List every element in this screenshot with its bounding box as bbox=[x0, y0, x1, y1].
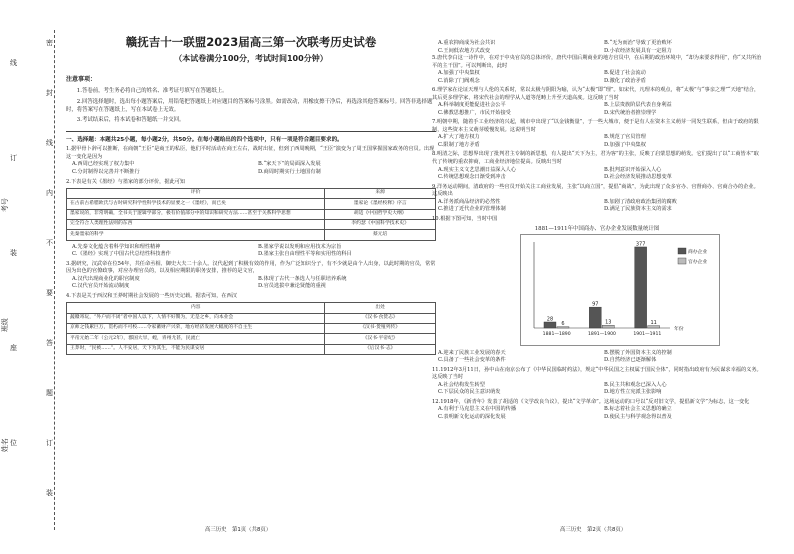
seal-outer-char: 线 bbox=[10, 59, 17, 67]
option-c[interactable]: C.表明新文化运动的深化发展 bbox=[438, 413, 506, 420]
data-label: 97 bbox=[592, 301, 599, 308]
option-b[interactable]: B.规范了官员管理 bbox=[604, 134, 646, 141]
seal-char: 内 bbox=[46, 189, 53, 197]
option-a[interactable]: A.重农抑商成为社会共识 bbox=[438, 40, 496, 46]
question-stem: 7.明朝中期，随着手工业经济的兴起，城市中出现了“以金钱衡量”，于一些大城市，便于是有人在资本主义萌芽一同发生联系，但由于政府的限制，这些资本主义萌芽缓慢发展。这说明当时 bbox=[432, 119, 759, 133]
option-d[interactable]: D.满足了民族资本主义的需求 bbox=[604, 206, 672, 213]
option-d[interactable]: D.小农经济发展具有一定阻力 bbox=[604, 47, 672, 54]
option-b[interactable]: B.“家天下”的局面深入发展 bbox=[258, 161, 321, 168]
question-stem: 2.下表是有关《墨经》与墨家的部分评价，据此可知 bbox=[66, 178, 186, 185]
option-a[interactable]: A.科举制度更能促进社会公平 bbox=[438, 102, 506, 109]
table-cell: 《汉书·食货志》 bbox=[325, 313, 436, 323]
seal-char: 不 bbox=[46, 239, 53, 247]
question-6 bbox=[432, 87, 762, 117]
option-c[interactable]: C.佛教思想推广，市民开始接受 bbox=[438, 109, 511, 116]
data-label: 11 bbox=[650, 320, 657, 327]
question-stem: 10.根据下图可知，当时中国 bbox=[432, 215, 498, 222]
table-row bbox=[67, 220, 436, 230]
table-cell: 《汉书·平帝纪》 bbox=[325, 334, 436, 344]
table-row bbox=[67, 209, 436, 219]
question-stem: 3.据研究，汉武帝在位54年，共任命丞相、御史大夫二十余人。汉代起到了积极有效的作用，作为广泛知识分子，有不少就是由个人出身，以此时期的官员，常常因为出色的官僚政事，对应办理官员的，以及相应期限的职务安排，推荐的是文官， bbox=[66, 260, 436, 275]
option-a[interactable]: A.加强了中央集权 bbox=[438, 70, 480, 77]
table-header: 评价 bbox=[67, 189, 325, 199]
table-cell: 胡适《中国哲学史大纲》 bbox=[325, 209, 436, 219]
option-a[interactable]: A.汉代出现商业化的职官制度 bbox=[72, 275, 140, 282]
table-row bbox=[67, 230, 436, 240]
data-label: 6 bbox=[561, 321, 565, 328]
question-stem: 5.唐代李白这一诗作中，在对于中央官员的总体评价，唐代中国后期商业的地方官员中，在后期的政治环境中，“却为来要求得用”，你“又共所治平的主干国”。可以判断出，此时 bbox=[432, 55, 762, 69]
option-a[interactable]: A.扩大了地方权力 bbox=[438, 134, 480, 141]
option-a[interactable]: A.迎来了民族工业发展的春天 bbox=[438, 349, 506, 356]
option-c[interactable]: C.分封制得以完善并不断推行 bbox=[72, 168, 140, 175]
left-column bbox=[66, 10, 436, 358]
note-item: 3.考试结束后，将本试卷和答题纸一并交回。 bbox=[76, 117, 185, 124]
seal-char: 题 bbox=[46, 389, 53, 397]
table-cell: 墨家论《墨经校释》序言 bbox=[325, 199, 436, 209]
table-row bbox=[67, 199, 436, 209]
table-cell: 先秦墨家的科学 bbox=[67, 230, 325, 240]
option-d[interactable]: D.宋代统治者推崇理学 bbox=[604, 109, 657, 116]
question-stem: 8.明清之际，思想界出现了批判君主专制的新思想，有人提出“天下为主，君为客”的主张，反映了启蒙思想的萌发。它们提出了以“工商皆本”取代了传统的重农抑商，工商业经济地位提高。反映出当时 bbox=[432, 151, 759, 165]
option-d[interactable]: D.官员选拔中兼论贤能的重视 bbox=[258, 283, 326, 290]
table-header: 内容 bbox=[67, 303, 325, 313]
binding-margin bbox=[0, 0, 62, 554]
option-c[interactable]: C.具备了一些社会变革的条件 bbox=[438, 357, 506, 364]
seal-char: 线 bbox=[46, 139, 53, 147]
option-d[interactable]: D.社会经济发展推动思想变革 bbox=[604, 174, 672, 181]
question-10 bbox=[432, 216, 762, 365]
bar-private bbox=[544, 322, 556, 328]
note-item: 1.答卷前，考生务必将自己的姓名、准考证号填写在答题纸上。 bbox=[76, 87, 228, 94]
name-label: 姓名 bbox=[0, 438, 9, 453]
question-7 bbox=[432, 119, 762, 149]
option-d[interactable]: D.墨家主张自由理性平等和实用性的科目 bbox=[258, 251, 352, 258]
x-axis-label: 年份 bbox=[674, 327, 684, 333]
question-2 bbox=[66, 179, 436, 259]
question-9 bbox=[432, 184, 762, 214]
legend-label: 商办企业 bbox=[688, 250, 708, 256]
seal-outer-char: 订 bbox=[10, 154, 17, 162]
legend-swatch bbox=[678, 258, 686, 264]
table-cell: 王莽时，“民被……”。人不安居，天下为其生，不能为民谋安居 bbox=[67, 344, 325, 354]
data-label: 28 bbox=[546, 316, 554, 323]
table-header: 出处 bbox=[325, 303, 436, 313]
cut-line bbox=[54, 30, 55, 530]
question-3 bbox=[66, 261, 436, 291]
bar-private bbox=[589, 307, 601, 328]
seal-outer-char: 位 bbox=[10, 439, 17, 447]
option-d[interactable]: D.自然经济已逐渐解体 bbox=[604, 357, 657, 364]
seal-outer-char: 装 bbox=[10, 249, 17, 257]
option-d[interactable]: D.商周时期实行土地国有制 bbox=[258, 168, 321, 175]
exam-number-label: 考号 bbox=[0, 198, 9, 213]
option-a[interactable]: A.先秦文化蕴含着科学知识和理性精神 bbox=[72, 243, 161, 250]
table-row bbox=[67, 344, 436, 354]
option-c[interactable]: C.汉代官员开始流动制度 bbox=[72, 283, 130, 290]
table-cell: 蔬赣寄玩，“外户而不闭”者中国人以下，人情不好鬻为，无是之乡，向本业会 bbox=[67, 313, 325, 323]
option-c[interactable]: C.传统思想观念日渐受到冲击 bbox=[438, 174, 506, 181]
option-c[interactable]: C.《墨经》实现了中国古代总结性科技著作 bbox=[72, 251, 171, 258]
data-label: 13 bbox=[605, 319, 612, 326]
question-stem: 4.下表是关于西汉和王莽时期社会发展的一些历史记载。据表可知，在西汉 bbox=[66, 292, 237, 299]
option-b[interactable]: B.加剧了清政府政治集团的腐败 bbox=[604, 198, 677, 205]
question-12 bbox=[432, 399, 762, 422]
x-tick-label: 1891—1900 bbox=[588, 332, 616, 338]
section-heading: 一、选择题：本题共25小题，每小题2分，共50分。在每小题给出的四个选项中，只有一项是符合题目要求的。 bbox=[66, 137, 343, 144]
option-d[interactable]: D.地方性立宪派主张影响 bbox=[604, 389, 662, 396]
option-c[interactable]: C.下层民众的民主意识萌发 bbox=[438, 389, 501, 396]
seal-outer-char: 座 bbox=[10, 344, 17, 352]
option-b[interactable]: B.摆脱了外国资本主义的控制 bbox=[604, 349, 672, 356]
bar-private bbox=[635, 247, 647, 328]
seal-char: 答 bbox=[46, 339, 53, 347]
question-stem: 12.1918年，《新青年》发表了胡适的《文学改良刍议》，提出“文学革命”。这场运动的口号以“反对旧文学，提倡新文学”为标志，这一变化 bbox=[432, 398, 750, 405]
divider bbox=[66, 131, 436, 132]
option-a[interactable]: A.洋务派商品经济的必然性 bbox=[438, 198, 501, 205]
option-d[interactable]: D.加强了中央集权 bbox=[604, 141, 646, 148]
question-5 bbox=[432, 55, 762, 85]
chart-title: 1881—1911年中国商办、官办企业发展数量统计图 bbox=[534, 226, 660, 233]
option-a[interactable]: A.现实主义文艺思潮日益深入人心 bbox=[438, 166, 517, 173]
seal-char: 密 bbox=[46, 39, 53, 47]
question-stem: 9.洋务运动期间，清政府的一些官员开始关注工商业发展，主张“以商立国”，提倡“商战”，为此出现了众多官办、官督商办、官商合办的企业。这反映出 bbox=[432, 183, 759, 198]
option-b[interactable]: B.批判意识开始深入人心 bbox=[604, 166, 662, 173]
notes-heading: 注意事项： bbox=[66, 76, 97, 84]
footer-page-2: 高三历史 第2页（共8页） bbox=[560, 527, 627, 533]
note-item: 2.回答选择题时，选出每小题答案后，用铅笔把答题纸上对应题目的答案标号涂黑。如需改动，用橡皮擦干净后，再选涂其他答案标号。回答非选择题时，将答案写在答题纸上，写在本试卷上无效。 bbox=[66, 98, 433, 113]
question-4 bbox=[66, 293, 436, 355]
option-b[interactable]: B.体现了古代一条选人与任职培养系统 bbox=[258, 275, 347, 282]
option-b[interactable]: B.标志着社会主义思想的确立 bbox=[604, 406, 672, 413]
option-a[interactable]: A.西周已经实现了权力集中 bbox=[72, 161, 135, 168]
option-d[interactable]: D.使民主与科学观念得以普及 bbox=[604, 413, 672, 420]
seal-char: 封 bbox=[46, 89, 53, 97]
table-row bbox=[67, 324, 436, 334]
x-tick-label: 1901—1911 bbox=[633, 332, 662, 338]
table-cell: 《汉书·货殖列传》 bbox=[325, 324, 436, 334]
option-a[interactable]: A.社会结构发生转型 bbox=[438, 381, 485, 388]
question-1 bbox=[66, 146, 436, 176]
footer-page-1: 高三历史 第1页（共8页） bbox=[205, 527, 272, 533]
table-cell: 蔡元培 bbox=[325, 230, 436, 240]
option-b[interactable]: B.促进了社会流动 bbox=[604, 70, 646, 77]
data-label: 377 bbox=[635, 241, 646, 248]
enterprise-bar-chart bbox=[520, 234, 720, 346]
option-c[interactable]: C.限制了地方矛盾 bbox=[438, 141, 480, 148]
class-label: 班级 bbox=[0, 318, 9, 333]
seal-char: 要 bbox=[46, 289, 53, 297]
option-c[interactable]: C.推进了近代企业的管理体制 bbox=[438, 206, 506, 213]
question-stem: 1.据甲骨卜辞可以推断，在商朝“王臣”是商王的私臣，他们平时活动在商王左右，战时出征，但到了西周晚期，“王臣”演变为了周王国掌握国家政务的官员。出现这一变化是因为 bbox=[66, 146, 435, 160]
option-b[interactable]: B.墨家学说以发明和应用技术为宗旨 bbox=[258, 243, 342, 250]
evaluation-table bbox=[66, 188, 436, 241]
history-table bbox=[66, 302, 436, 355]
x-tick-label: 1881—1890 bbox=[542, 332, 571, 338]
page-subtitle: （本试卷满分100分，考试时间100分钟） bbox=[174, 53, 328, 63]
option-c[interactable]: C.王间低农地方式改变 bbox=[438, 47, 491, 54]
table-cell: 墨家说的，非常明确，全书关于逻辑学部分，极有价值部分中的知识和研究方法……甚至于关系科学思想 bbox=[67, 209, 325, 219]
option-b[interactable]: B.民主共和观念已深入人心 bbox=[604, 381, 667, 388]
option-c[interactable]: C.消除了门阀观念 bbox=[438, 77, 480, 84]
legend-label: 官办企业 bbox=[688, 260, 708, 266]
legend-swatch bbox=[678, 248, 686, 254]
table-cell: 京师之钱累巨万，贯朽而不可校……令家蓄财产兴荣，地方经济发展大幅度的不自主生 bbox=[67, 324, 325, 334]
table-cell: 李约瑟《中国科学技术史》 bbox=[325, 220, 436, 230]
table-header: 来源 bbox=[325, 189, 436, 199]
page-title: 赣抚吉十一联盟2023届高三第一次联考历史试卷 bbox=[125, 35, 377, 49]
table-cell: 完全符合人类理性法则的东西 bbox=[67, 220, 325, 230]
option-d[interactable]: D.激化了政治矛盾 bbox=[604, 77, 646, 84]
question-8 bbox=[432, 151, 762, 181]
option-b[interactable]: B.上层贵族阶层代表自身利益 bbox=[604, 102, 672, 109]
table-row bbox=[67, 334, 436, 344]
question-stem: 11.1912年3月11日，孙中山在南京公布了《中华民国临时约法》，规定“中华民国之主权属于国民全体”，同时指出政府有为民谋求幸福的义务。这反映了当时 bbox=[432, 366, 762, 381]
seal-char: 装 bbox=[46, 489, 53, 497]
option-a[interactable]: A.有利于马克思主义在中国的传播 bbox=[438, 406, 517, 413]
question-11 bbox=[432, 367, 762, 397]
notes bbox=[66, 76, 436, 125]
table-cell: 在古前古希腊欧氏与古时研究科学性科学技术的显要之一《墨经》，而已矣 bbox=[67, 199, 325, 209]
option-b[interactable]: B.“无为而治”导致了更治败坏 bbox=[604, 40, 672, 46]
right-column bbox=[432, 40, 762, 423]
table-row bbox=[67, 313, 436, 323]
question-stem: 6.理学家在论证天理与人伦的关系时，常以太极与阴阳为喻，认为“太极”即“理”。如宋代，凡理本的观点，将“太极”与“事亲之理”“天地”结合，其后更多理学家，将宋代社会的理学从人道等范畴上升至天道高度。这反映了当时 bbox=[432, 87, 760, 101]
table-cell: 《后汉书·志》 bbox=[325, 344, 436, 354]
seal-char: 订 bbox=[46, 439, 53, 447]
table-cell: 平帝元始二年（公元2年），郡国大旱，蝗，青州尤甚，民流亡 bbox=[67, 334, 325, 344]
